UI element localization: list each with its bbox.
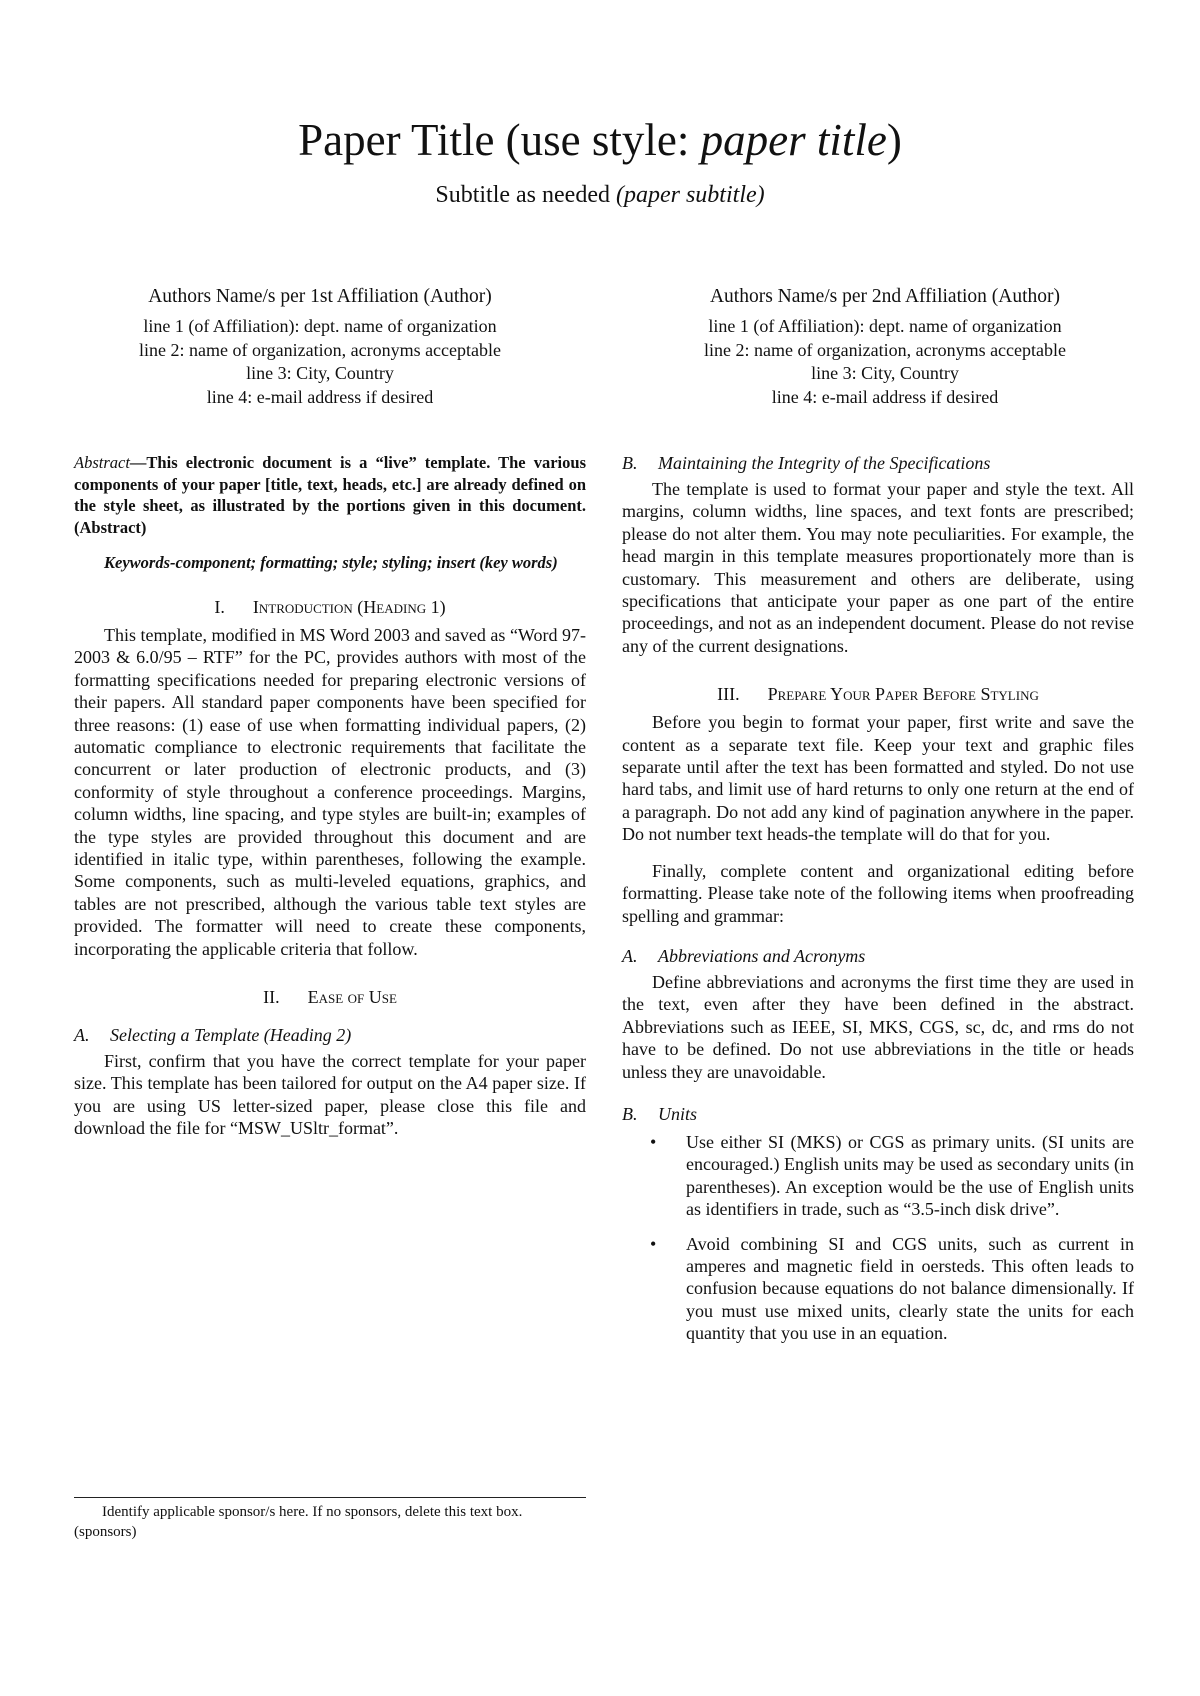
affiliation-line-2: line 2: name of organization, acronyms acceptable (138, 339, 502, 360)
abbreviations-body: Define abbreviations and acronyms the first time they are used in the text, even after they have been defined in the abstract. Abbreviations such as IEEE, SI, MKS, CGS, sc, dc, and rms do not have to be defined. Do not use abbreviations in the title or heads unless they are unavoidable. (622, 971, 1134, 1082)
subsection-heading-integrity: B. Maintaining the Integrity of the Specifications (622, 453, 991, 473)
affiliation-line-3: line 3: City, Country (811, 363, 959, 383)
list-item: • Avoid combining SI and CGS units, such as current in amperes and magnetic field in oersteds. This often leads to confusion because equations do not balance dimensionally. If you must use mixed units, clearly state the units for each quantity that you use in an equation. (650, 1233, 1134, 1344)
author-block-1 (105, 284, 535, 409)
selecting-template-body: First, confirm that you have the correct template for your paper size. This template has been tailored for output on the A4 paper size. If you are using US letter-sized paper, please close this file and download the file for “MSW_USltr_format”. (74, 1051, 586, 1139)
left-column (74, 452, 586, 1140)
footnote-line-2: (sponsors) (74, 1524, 137, 1540)
abstract: Abstract—This electronic document is a “live” template. The various components of your paper [title, text, heads, etc.] are already defined on the style sheet, as illustrated by the portions given in this document. (Abstract) (74, 453, 586, 537)
affiliation-line-3: line 3: City, Country (246, 363, 394, 383)
footnote (74, 1502, 586, 1542)
paper-subtitle: Subtitle as needed (paper subtitle) (435, 182, 765, 208)
subsection-heading-units: B. Units (622, 1103, 698, 1124)
integrity-body: The template is used to format your paper and style the text. All margins, column widths, line spaces, and text fonts are prescribed; please do not alter them. You may note peculiarities. For example, the head margin in this template measures proportionately more than is customary. This measurement and others are deliberate, using specifications that anticipate your paper as one part of the entire proceedings, and not as an independent document. Please do not revise any of the current designations. (622, 479, 1134, 656)
author-name: Authors Name/s per 2nd Affiliation (Author) (709, 286, 1061, 307)
footnote-divider (74, 1497, 586, 1498)
affiliation-line-2: line 2: name of organization, acronyms acceptable (703, 339, 1067, 360)
keywords: Keywords-component; formatting; style; styling; insert (key words) (104, 553, 558, 573)
subsection-heading-abbreviations: A. Abbreviations and Acronyms (622, 945, 866, 966)
author-block-2 (670, 284, 1100, 409)
affiliation-line-4: line 4: e-mail address if desired (771, 386, 999, 407)
section-heading-introduction: I. Introduction (Heading 1) (214, 596, 446, 617)
footnote-line-1: Identify applicable sponsor/s here. If no sponsors, delete this text box. (102, 1504, 523, 1520)
units-bullet-list (622, 1131, 1134, 1345)
affiliation-line-1: line 1 (of Affiliation): dept. name of organization (143, 316, 497, 336)
prepare-body-2: Finally, complete content and organizational editing before formatting. Please take note of the following items when proofreading spelling and grammar: (622, 860, 1134, 926)
bullet-icon: • (650, 1233, 657, 1254)
affiliation-line-4: line 4: e-mail address if desired (206, 386, 434, 407)
introduction-body: This template, modified in MS Word 2003 and saved as “Word 97-2003 & 6.0/95 – RTF” for the PC, provides authors with most of the formatting specifications needed for preparing electronic versions of their papers. All standard paper components have been specified for three reasons: (1) ease of use when formatting individual papers, (2) automatic compliance to electronic requirements that facilitate the concurrent or later production of electronic products, and (3) conformity of style throughout a conference proceedings. Margins, column widths, line spacing, and type styles are built-in; examples of the type styles are provided throughout this document and are identified in italic type, within parentheses, following the example. Some components, such as multi-leveled equations, graphics, and tables are not prescribed, although the various table text styles are provided. The formatter will need to create these components, incorporating the applicable criteria that follow. (74, 624, 586, 959)
author-name: Authors Name/s per 1st Affiliation (Author) (148, 286, 492, 307)
section-heading-ease-of-use: II. Ease of Use (263, 987, 397, 1008)
prepare-body-1: Before you begin to format your paper, first write and save the content as a separate text file. Keep your text and graphic files separate until after the text has been formatted and styled. Do not use hard tabs, and limit use of hard returns to only one return at the end of a paragraph. Do not add any kind of pagination anywhere in the paper. Do not number text heads-the template will do that for you. (622, 712, 1134, 845)
bullet-icon: • (650, 1131, 657, 1152)
section-heading-prepare: III. Prepare Your Paper Before Styling (717, 684, 1039, 705)
list-item: • Use either SI (MKS) or CGS as primary units. (SI units are encouraged.) English units may be used as secondary units (in parentheses). An exception would be the use of English units as identifiers in trade, such as “3.5-inch disk drive”. (650, 1131, 1134, 1220)
paper-title: Paper Title (use style: paper title) (298, 115, 902, 165)
right-column (622, 452, 1134, 1357)
affiliation-line-1: line 1 (of Affiliation): dept. name of organization (708, 316, 1062, 336)
subsection-heading-selecting-template: A. Selecting a Template (Heading 2) (74, 1025, 352, 1046)
